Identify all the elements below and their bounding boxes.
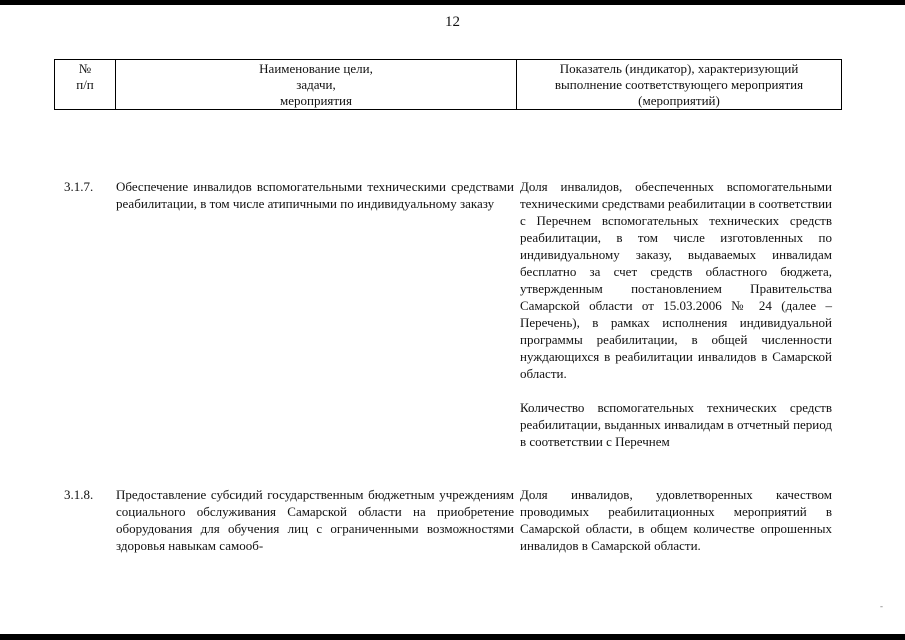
row-indicators xyxy=(520,178,832,450)
indicator-text: Количество вспомогательных технических средств реабилитации, выданных инвалидам в отчетный период в соответствии с Перечнем xyxy=(520,400,832,449)
table-header xyxy=(54,59,842,110)
indicator-text: Доля инвалидов, удовлетворенных качеством проводимых реабилитационных мероприятий в Самарской области, в общем количестве опрошенных инвалидов в Самарской области. xyxy=(520,487,832,553)
bottom-scan-border xyxy=(0,634,905,640)
row-name: Предоставление субсидий государственным бюджетным учреждениям социального обслуживания Самарской области на приобретение оборудования для обучения лиц с ограниченными возможностями здоровья навыкам самооб- xyxy=(116,487,514,553)
top-scan-border xyxy=(0,0,905,5)
scan-speck: - xyxy=(880,601,883,611)
page-number: 12 xyxy=(445,14,460,30)
row-number: 3.1.8. xyxy=(64,487,94,502)
header-name-column: Наименование цели, задачи, мероприятия xyxy=(116,60,517,110)
header-indicator-column: Показатель (индикатор), характеризующий выполнение соответствующего мероприятия (мероприятий) xyxy=(517,60,842,110)
indicator-text: Доля инвалидов, обеспеченных вспомогательными техническими средствами реабилитации в соответствии с Перечнем вспомогательных технических средств реабилитации, в том числе изготовленных по индивидуальному заказу, выдаваемых инвалидам бесплатно за счет средств областного бюджета, утвержденным постановлением Правительства Самарской области от 15.03.2006 № 24 (далее – Перечень), в рамках исполнения индивидуальной программы реабилитации, в общей численности нуждающихся в реабилитации инвалидов в Самарской области. xyxy=(520,179,832,381)
row-name: Обеспечение инвалидов вспомогательными техническими средствами реабилитации, в том числе атипичными по индивидуальному заказу xyxy=(116,179,514,211)
header-number-column: № п/п xyxy=(55,60,116,110)
row-indicators xyxy=(520,486,832,554)
row-number: 3.1.7. xyxy=(64,179,94,194)
